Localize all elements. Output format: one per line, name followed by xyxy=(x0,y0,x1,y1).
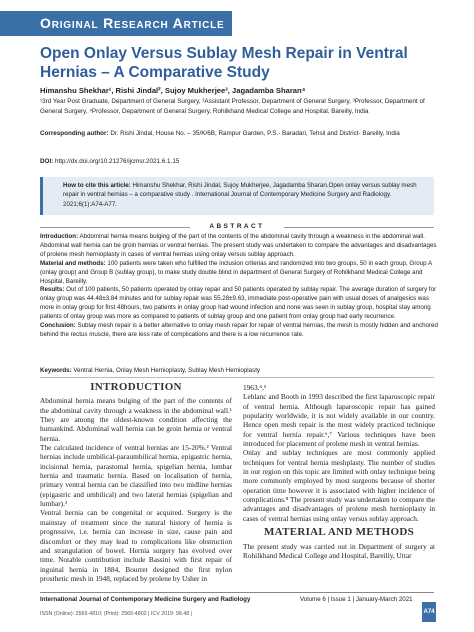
abstract-conclusion-text: Sublay mesh repair is a better alternative to onlay mesh repair for repair of ventral hernias, the mesh is mostly hidden and anchored behind the rectus muscle, there are less rate of complications and there is a low recurrence rate. xyxy=(40,322,438,338)
right-paragraph-1: 1963.⁴,⁵ xyxy=(243,383,267,392)
abstract-results-text: Out of 100 patients, 50 patients operated by onlay repair and 50 patients operated by sublay repair. The average duration of surgery for onlay group was 44.48±3.84 minutes and for sublay repair was 55.28±9.63, immediate post-operative pain with usual doses of analgesics was more in onlay group for first 48hours, two patients in onlay group had wound infection and none was seen in sublay group, hospital stay among patients of onlay group was more as compared to patients of sublay group and one patient from onlay group had early recurrence. xyxy=(40,286,437,321)
corresponding-author xyxy=(40,129,440,139)
abstract-results-label: Results: xyxy=(40,286,65,294)
abstract-intro-text: Abdominal hernia means bulging of the part of the contents of the abdominal cavity through a weakness in the abdominal wall. Abdominal wall hernia can be groin hernias or ventral hernias. The present study was undertaken to compare the advantages and disadvantages of prolene mesh hernioplasty in cases of ventral hernias using onlay versus sublay approach. xyxy=(40,233,437,258)
intro-paragraph-1: Abdominal hernia means bulging of the part of the contents of the abdominal cavity through a weakness in the abdominal wall.¹ They are among the oldest-known condition affecting the humankind. Abdominal wall hernia can be groin hernia or ventral hernia. xyxy=(40,396,232,443)
article-title: Open Onlay Versus Sublay Mesh Repair in Ventral Hernias – A Comparative Study xyxy=(40,45,408,81)
citation-body: Himanshu Shekhar, Rishi Jindal, Sujoy Mukherjee, Jagadamba Sharan.Open onlay versus sublay mesh repair in ventral hernias – a comparative study . International Journal of Contemporary Medicine Surgery and Radiology. 2021;6(1):A74-A77. xyxy=(63,182,417,208)
abstract-intro-label: Introduction: xyxy=(40,233,79,240)
author-list: Himanshu Shekhar¹, Rishi Jindal², Sujoy Mukherjee³, Jagadamba Sharan⁴ xyxy=(40,86,306,95)
footer-volume: Volume 6 | Issue 1 | January-March 2021 xyxy=(300,596,413,603)
abstract-conclusion xyxy=(40,322,440,340)
doi-link[interactable]: http://dx.doi.org/10.21276/ijcmsr.2021.6.1.15 xyxy=(55,158,180,165)
article-type-label: Original Research Article xyxy=(40,15,225,31)
introduction-heading: INTRODUCTION xyxy=(90,381,182,393)
footer-journal: International Journal of Contemporary Medicine Surgery and Radiology xyxy=(40,596,251,603)
right-paragraph-3: Onlay and sublay techniques are most commonly applied techniques for ventral hernia meshplasty. The number of studies in our region on this topic are limited with onlay technique being more commonly employed by most surgeons because of shorter operation time however it is associated with higher incidence of complications.⁸ The present study was undertaken to compare the advantages and disadvantages of prolene mesh hernioplasty in cases of ventral hernias using onlay versus sublay approach. xyxy=(243,448,435,523)
citation-text xyxy=(63,181,431,209)
left-column xyxy=(40,383,232,583)
abstract-conclusion-label: Conclusion: xyxy=(40,322,76,330)
abstract-methods xyxy=(40,260,440,287)
abstract-methods-label: Material and methods: xyxy=(40,259,106,267)
footer-issn: ISSN (Online): 2565-4810; (Print): 2565-4802 | ICV 2019: 98.48 | xyxy=(40,611,193,617)
article-type-banner xyxy=(0,11,232,36)
abstract-body xyxy=(40,233,440,340)
corresponding-text: Dr. Rishi Jindal, House No. – 35/K/6B, Rampur Garden, P.S.- Baradari, Tehsil and District- Bareilly, India xyxy=(110,130,400,137)
abstract-heading: ABSTRACT xyxy=(40,223,434,230)
keywords-label: Keywords: xyxy=(40,367,72,374)
intro-paragraph-3: Ventral hernia can be congenital or acquired. Surgery is the mainstay of treatment since the natural history of hernia is progressive, i.e. hernia can increase in size, cause pain and discomfort or they may lead to complications like obstruction and strangulation of bowel. Hernia surgery has evolved over time. Notable contribution include Bassini with first repair of inguinal hernia in 1884, Bourret designed the first nylon prosthetic mesh in 1948, replaced by prolene by Usher in xyxy=(40,508,232,583)
page-number-badge: A74 xyxy=(422,602,436,622)
right-column xyxy=(243,383,435,560)
abstract-methods-text: 100 patients were taken who fulfilled the inclusion criterias and randomized into two groups, 50 in each group, Group A (onlay group) and Group B (sublay group), to make study double blind in department of General Surgery of Rohilkhand Medical College and Hospital, Bareilly. xyxy=(40,259,432,285)
citation-label: How to cite this article: xyxy=(63,182,131,189)
keywords-divider xyxy=(40,377,434,378)
footer-divider xyxy=(40,592,434,593)
keywords-text: Ventral Hernia, Onlay Mesh Hernioplasty, Sublay Mesh Hernioplasty xyxy=(73,367,261,374)
abstract-results xyxy=(40,286,440,322)
methods-heading: MATERIAL AND METHODS xyxy=(263,526,415,539)
doi-line xyxy=(40,158,440,165)
keywords xyxy=(40,367,440,374)
methods-paragraph-1: The present study was carried out in Department of surgery at Rohilkhand Medical College and Hospital, Bareilly, Uttar xyxy=(243,541,435,560)
abstract-introduction xyxy=(40,233,440,260)
citation-box xyxy=(40,177,434,215)
right-paragraph-2: Leblanc and Booth in 1993 described the first laparoscopic repair of ventral hernia. Although laparoscopic repair has gained popularity worldwide, it is not widely available in our country. Hence open mesh repair is the most widely practiced technique for ventral hernia repair.⁶,⁷ Various techniques have been introduced for placement of prolene mesh in ventral hernias. xyxy=(243,392,435,449)
affiliations: ¹3rd Year Post Graduate, Department of General Surgery, ²Assistant Professor, Department of General Surgery, ³Professor, Department of General Surgery, ⁴Professor, Department of General Surgery, Rohilkhand Medical College and Hospital, Bareilly, India xyxy=(40,98,425,115)
corresponding-label: Corresponding author: xyxy=(40,130,109,137)
doi-label: DOI: xyxy=(40,158,54,165)
intro-paragraph-2: The calculated incidence of ventral hernias are 15-20%.² Ventral hernias include umbilical-paraumbilical hernia, epigastric hernia, incisional hernia, parastomal hernia, spigelian hernia, lumbar hernia and traumatic hernia. Based on localisation of hernia, primary ventral hernia can be classified into two midline hernias (epigastric and umbilical) and two lateral hernias (spigelian and lumbar).³ xyxy=(40,443,232,509)
